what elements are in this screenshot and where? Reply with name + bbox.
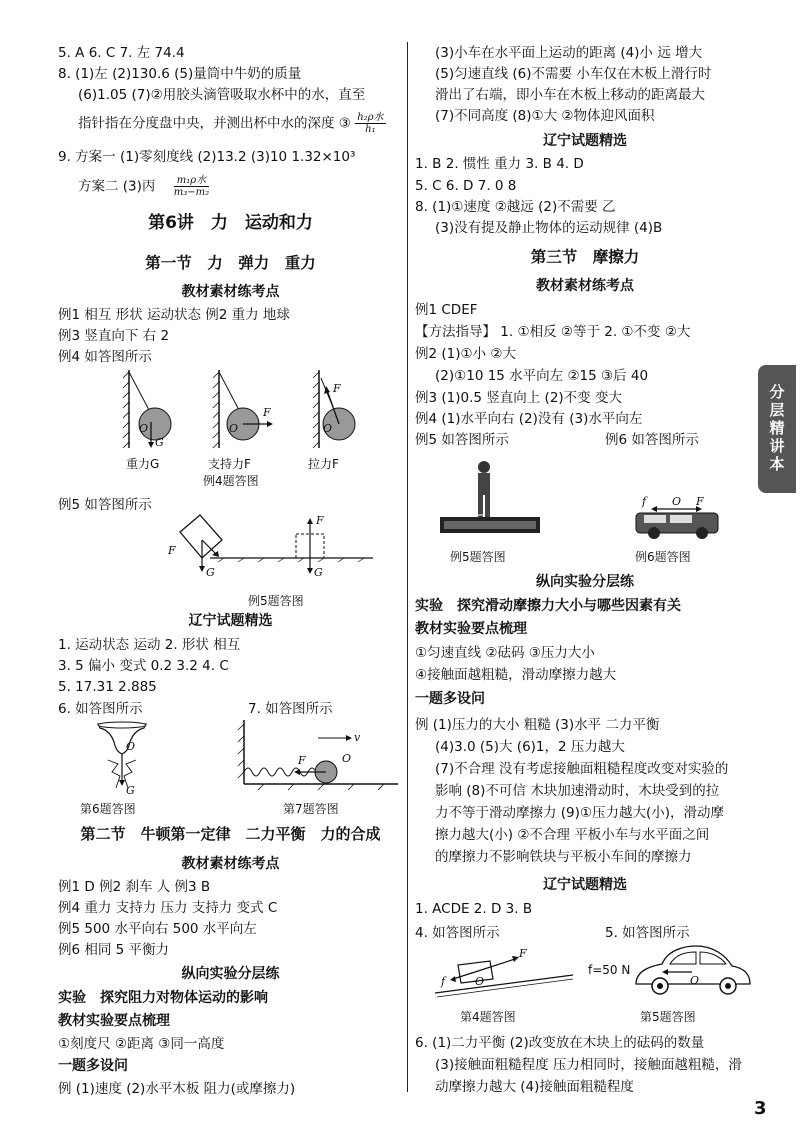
answer-line: 5. 如答图所示 — [605, 925, 690, 941]
answer-line: 例4 如答图所示 — [58, 349, 152, 365]
answer-line: 例4 重力 支持力 压力 支持力 变式 C — [58, 900, 278, 916]
svg-text:G: G — [126, 784, 135, 797]
answer-line: 例1 CDEF — [415, 302, 478, 318]
subsection-title: 辽宁试题精选 — [543, 133, 627, 149]
section-title: 第一节 力 弹力 重力 — [145, 254, 316, 272]
svg-text:O: O — [323, 422, 333, 435]
svg-text:O: O — [475, 975, 485, 988]
answer-line: 例6 相同 5 平衡力 — [58, 942, 170, 958]
answer-line: 例5 500 水平向右 500 水平向左 — [58, 921, 257, 937]
answer-line: ①刻度尺 ②距离 ③同一高度 — [58, 1036, 225, 1052]
density-fraction — [174, 175, 209, 198]
subsection-title: 辽宁试题精选 — [188, 613, 273, 629]
answer-line: 滑出了右端，即小车在木板上移动的距离最大 — [435, 87, 705, 103]
svg-text:F: F — [333, 382, 341, 395]
svg-text:v: v — [354, 731, 361, 744]
svg-text:f: f — [441, 975, 446, 988]
answer-line: (3)小车在水平面上运动的距离 (4)小 远 增大 — [435, 45, 703, 61]
q4-incline-figure — [435, 945, 575, 1000]
answer-line: (5)匀速直线 (6)不需要 小车仅在木板上滑行时 — [435, 66, 712, 82]
figure-caption: 例5题答图 — [450, 550, 506, 564]
svg-text:O: O — [342, 752, 352, 765]
answer-line — [58, 112, 386, 135]
figure-caption: 例6题答图 — [635, 550, 691, 564]
figure-caption: 第5题答图 — [640, 1010, 696, 1024]
q7-figure — [238, 720, 403, 798]
answer-line: (3)没有提及静止物体的运动规律 (4)B — [435, 220, 663, 236]
ex4-figure-tension — [313, 370, 383, 450]
answer-line: 1. ACDE 2. D 3. B — [415, 901, 533, 917]
force-label: f=50 N — [588, 963, 631, 977]
svg-text:O: O — [126, 740, 136, 753]
answer-line: (2)①10 15 水平向左 ②15 ③后 40 — [435, 368, 649, 384]
answer-line: 1. B 2. 惯性 重力 3. B 4. D — [415, 156, 584, 172]
answer-line: 的摩擦力不影响铁块与平板小车间的摩擦力 — [435, 849, 692, 865]
ex4-figure-gravity — [123, 370, 203, 450]
answer-line: 动摩擦力越大 (4)接触面粗糙程度 — [435, 1079, 634, 1095]
svg-text:f: f — [642, 495, 647, 508]
svg-text:F: F — [316, 514, 324, 527]
svg-text:G: G — [206, 566, 215, 579]
answer-line: 1. 运动状态 运动 2. 形状 相互 — [58, 637, 241, 653]
answer-line: 力不等于滑动摩擦力 (9)①压力越大(小)，滑动摩 — [435, 805, 725, 821]
answer-line: 7. 如答图所示 — [248, 701, 333, 717]
subsection-title: 辽宁试题精选 — [543, 877, 627, 893]
svg-text:O: O — [672, 495, 682, 508]
figure-caption: 例5题答图 — [248, 594, 304, 608]
figure-label: 拉力F — [308, 457, 339, 471]
answer-line: (3)接触面粗糙程度 压力相同时，接触面越粗糙，滑 — [435, 1057, 742, 1073]
svg-text:F: F — [168, 544, 176, 557]
subsection-title: 教材素材练考点 — [181, 284, 280, 300]
section-title: 第三节 摩擦力 — [530, 248, 640, 266]
answer-line: 例 (1)压力的大小 粗糙 (3)水平 二力平衡 — [415, 717, 660, 733]
answer-line: 例1 D 例2 刹车 人 例3 B — [58, 879, 211, 895]
figure-caption: 第6题答图 — [80, 802, 136, 816]
answer-line: 5. 17.31 2.885 — [58, 679, 157, 695]
points-title: 教材实验要点梳理 — [58, 1013, 170, 1029]
density-fraction — [355, 112, 385, 135]
svg-text:G: G — [314, 566, 323, 579]
svg-text:F: F — [263, 406, 271, 419]
subsection-title: 纵向实验分层练 — [181, 966, 280, 982]
figure-caption: 例4题答图 — [203, 474, 259, 488]
fraction-numerator: m₁ρ水 — [174, 175, 209, 187]
answer-line: 例5 如答图所示 — [58, 497, 152, 513]
answer-line: 例1 相互 形状 运动状态 例2 重力 地球 — [58, 307, 290, 323]
experiment-title: 实验 探究滑动摩擦力大小与哪些因素有关 — [415, 598, 681, 614]
section-title: 第二节 牛顿第一定律 二力平衡 力的合成 — [80, 825, 381, 843]
answer-line: 6. (1)二力平衡 (2)改变放在木块上的砝码的数量 — [415, 1035, 705, 1051]
answer-line: ④接触面越粗糙，滑动摩擦力越大 — [415, 667, 617, 683]
answer-line: 9. 方案一 (1)零刻度线 (2)13.2 (3)10 1.32×10³ — [58, 149, 356, 165]
figure-label: 重力G — [126, 457, 160, 471]
answer-line: 8. (1)①速度 ②越远 (2)不需要 乙 — [415, 199, 616, 215]
ex6-car-figure — [630, 495, 730, 545]
answer-line: 3. 5 偏小 变式 0.2 3.2 4. C — [58, 658, 229, 674]
figure-caption: 第4题答图 — [460, 1010, 516, 1024]
answer-line: 例4 (1)水平向右 (2)没有 (3)水平向左 — [415, 411, 643, 427]
answer-line: (4)3.0 (5)大 (6)1，2 压力越大 — [435, 739, 625, 755]
subsection-title: 纵向实验分层练 — [536, 574, 634, 590]
ex5-person-figure — [440, 455, 540, 545]
subsection-title: 教材素材练考点 — [181, 856, 280, 872]
fraction-denominator: h₁ — [365, 124, 376, 135]
multi-question-title: 一题多设问 — [58, 1058, 128, 1074]
points-title: 教材实验要点梳理 — [415, 621, 527, 637]
answer-line: 4. 如答图所示 — [415, 925, 500, 941]
answer-line — [58, 175, 209, 198]
answer-line: 6. 如答图所示 — [58, 701, 143, 717]
svg-text:O: O — [690, 974, 700, 987]
figure-label: 支持力F — [208, 457, 251, 471]
q5-car-figure — [630, 940, 755, 1002]
multi-question-title: 一题多设问 — [415, 691, 485, 707]
answer-text: 指针指在分度盘中央，并测出杯中水的深度 ③ — [78, 115, 351, 132]
svg-text:O: O — [139, 422, 149, 435]
answer-line: 例3 (1)0.5 竖直向上 (2)不变 变大 — [415, 390, 622, 406]
side-tab-label: 分层精讲本 — [767, 384, 786, 474]
answer-line: 例2 (1)①小 ②大 — [415, 346, 516, 362]
experiment-title: 实验 探究阻力对物体运动的影响 — [58, 990, 268, 1006]
fraction-denominator: m₃−m₂ — [173, 187, 210, 198]
answer-line: 【方法指导】 1. ①相反 ②等于 2. ①不变 ②大 — [415, 324, 691, 340]
answer-line: 例6 如答图所示 — [605, 432, 699, 448]
ex4-figure-support — [213, 370, 293, 450]
ex5-figure — [158, 510, 378, 585]
answer-line: ①匀速直线 ②砝码 ③压力大小 — [415, 645, 595, 661]
answer-line: (7)不同高度 (8)①大 ②物体迎风面积 — [435, 108, 655, 124]
answer-line: 例3 竖直向下 右 2 — [58, 328, 170, 344]
svg-text:F: F — [298, 754, 306, 767]
column-divider — [407, 42, 408, 1092]
lecture-title: 第6讲 力 运动和力 — [148, 213, 313, 233]
q6-figure — [88, 720, 158, 798]
answer-line: 5. A 6. C 7. 左 74.4 — [58, 45, 185, 61]
answer-line: 例 (1)速度 (2)水平木板 阻力(或摩擦力) — [58, 1081, 296, 1097]
svg-text:O: O — [229, 422, 239, 435]
subsection-title: 教材素材练考点 — [536, 278, 634, 294]
svg-text:F: F — [696, 495, 704, 508]
answer-line: 擦力越大(小) ②不合理 平板小车与水平面之间 — [435, 827, 710, 843]
answer-line: 8. (1)左 (2)130.6 (5)量筒中牛奶的质量 — [58, 66, 302, 82]
answer-line: (7)不合理 没有考虑接触面粗糙程度改变对实验的 — [435, 761, 729, 777]
answer-text: 方案二 (3)丙 — [78, 178, 156, 195]
answer-line: 5. C 6. D 7. 0 8 — [415, 178, 517, 194]
side-tab — [758, 365, 796, 493]
page-number: 3 — [754, 1098, 767, 1119]
answer-line: 影响 (8)不可信 木块加速滑动时，木块受到的拉 — [435, 783, 720, 799]
answer-line: 例5 如答图所示 — [415, 432, 509, 448]
figure-caption: 第7题答图 — [283, 802, 339, 816]
fraction-numerator: h₂ρ水 — [357, 112, 384, 123]
answer-line: (6)1.05 (7)②用胶头滴管吸取水杯中的水，直至 — [78, 87, 366, 103]
svg-text:G: G — [155, 436, 164, 449]
svg-text:F: F — [519, 947, 527, 960]
